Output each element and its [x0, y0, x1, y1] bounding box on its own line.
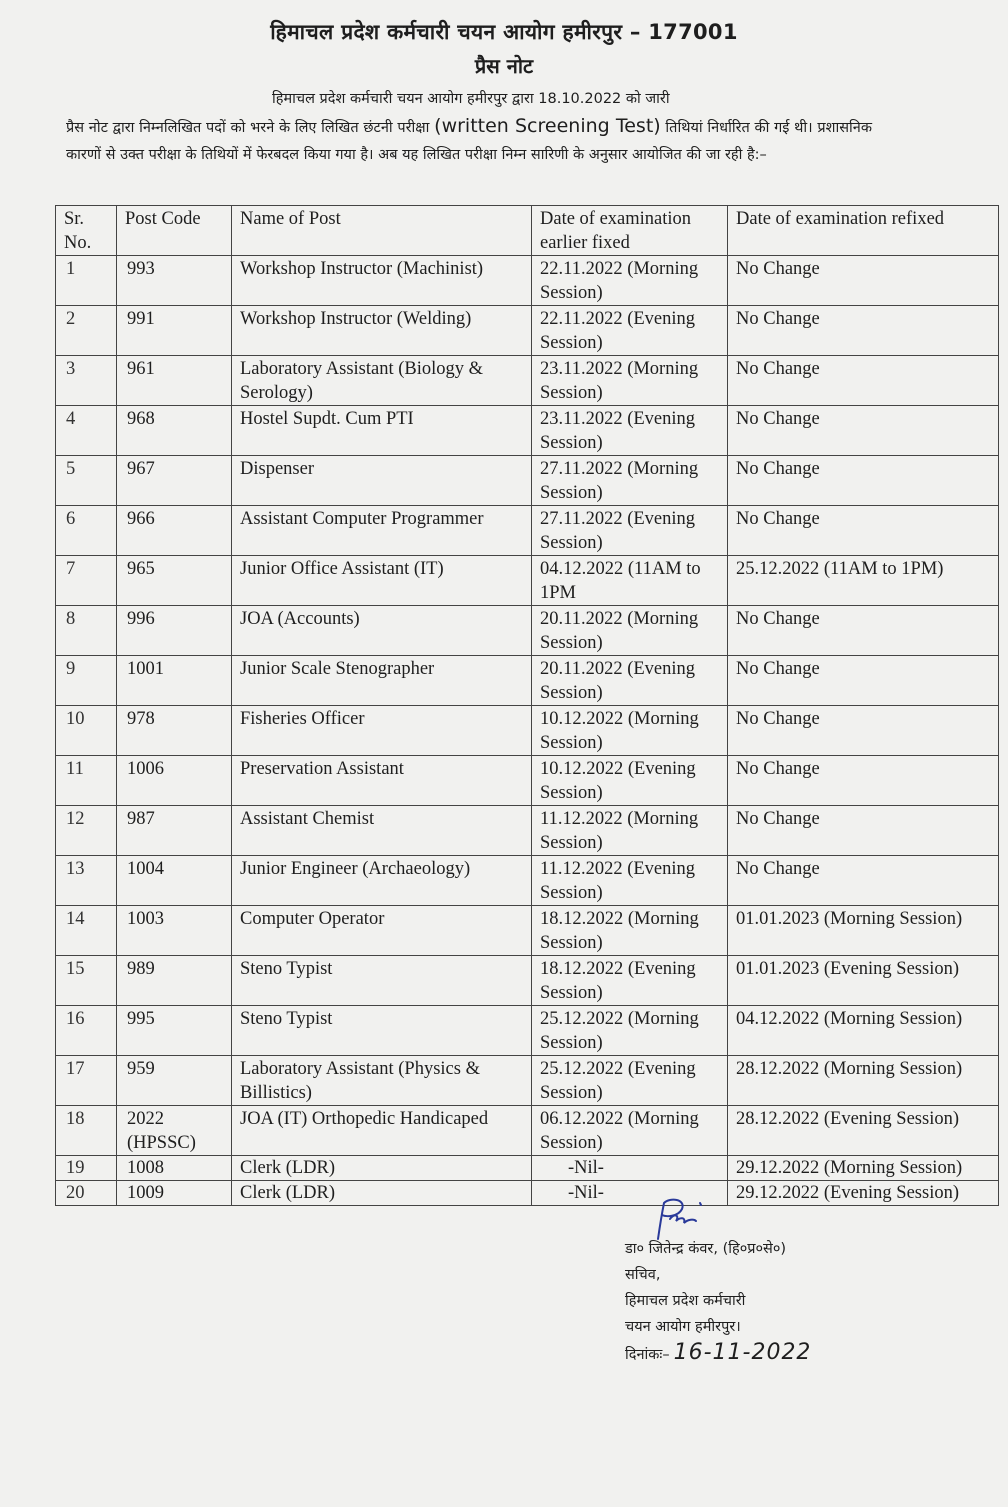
intro-paragraph	[66, 86, 872, 169]
post-name-cell: Assistant Computer Programmer	[232, 506, 532, 556]
earlier-date-cell: 20.11.2022 (Morning Session)	[532, 606, 728, 656]
post-code-cell: 996	[117, 606, 232, 656]
post-code-cell: 961	[117, 356, 232, 406]
refixed-date-cell: No Change	[728, 606, 999, 656]
intro-test-name: (written Screening Test)	[434, 115, 661, 137]
table-row	[56, 906, 999, 956]
earlier-date-cell: 04.12.2022 (11AM to 1PM	[532, 556, 728, 606]
post-code-cell: 991	[117, 306, 232, 356]
earlier-date-cell: 23.11.2022 (Morning Session)	[532, 356, 728, 406]
post-name-cell: Steno Typist	[232, 956, 532, 1006]
col-header-post-code: Post Code	[117, 206, 232, 256]
sr-cell: 9	[56, 656, 117, 706]
table-row	[56, 356, 999, 406]
post-name-cell: Preservation Assistant	[232, 756, 532, 806]
earlier-date-cell: 22.11.2022 (Morning Session)	[532, 256, 728, 306]
post-code-cell: 989	[117, 956, 232, 1006]
refixed-date-cell: 25.12.2022 (11AM to 1PM)	[728, 556, 999, 606]
sr-cell: 20	[56, 1181, 117, 1206]
post-name-cell: Clerk (LDR)	[232, 1156, 532, 1181]
post-name-cell: Junior Office Assistant (IT)	[232, 556, 532, 606]
refixed-date-cell: No Change	[728, 856, 999, 906]
earlier-date-cell: 06.12.2022 (Morning Session)	[532, 1106, 728, 1156]
post-code-cell: 1006	[117, 756, 232, 806]
signatory-designation: सचिव,	[625, 1267, 661, 1283]
sr-cell: 11	[56, 756, 117, 806]
post-name-cell: Junior Scale Stenographer	[232, 656, 532, 706]
refixed-date-cell: No Change	[728, 456, 999, 506]
page-title: हिमाचल प्रदेश कर्मचारी चयन आयोग हमीरपुर – 177001	[270, 20, 738, 44]
refixed-date-cell: No Change	[728, 656, 999, 706]
post-name-cell: Fisheries Officer	[232, 706, 532, 756]
sr-cell: 18	[56, 1106, 117, 1156]
earlier-date-cell: 11.12.2022 (Morning Session)	[532, 806, 728, 856]
sr-cell: 5	[56, 456, 117, 506]
refixed-date-cell: 01.01.2023 (Morning Session)	[728, 906, 999, 956]
refixed-date-cell: 28.12.2022 (Evening Session)	[728, 1106, 999, 1156]
signatory-org-line-2: चयन आयोग हमीरपुर।	[625, 1319, 741, 1335]
post-name-cell: Laboratory Assistant (Biology & Serology)	[232, 356, 532, 406]
earlier-date-cell: 27.11.2022 (Evening Session)	[532, 506, 728, 556]
table-row	[56, 1006, 999, 1056]
refixed-date-cell: 29.12.2022 (Evening Session)	[728, 1181, 999, 1206]
sr-cell: 1	[56, 256, 117, 306]
post-code-cell: 993	[117, 256, 232, 306]
table-row	[56, 706, 999, 756]
earlier-date-cell: -Nil-	[532, 1156, 728, 1181]
post-name-cell: Dispenser	[232, 456, 532, 506]
post-name-cell: Workshop Instructor (Welding)	[232, 306, 532, 356]
post-code-cell: 968	[117, 406, 232, 456]
earlier-date-cell: 25.12.2022 (Evening Session)	[532, 1056, 728, 1106]
post-code-cell: 1003	[117, 906, 232, 956]
refixed-date-cell: 28.12.2022 (Morning Session)	[728, 1056, 999, 1106]
exam-schedule-table	[55, 205, 999, 1206]
post-code-cell: 1004	[117, 856, 232, 906]
sr-cell: 13	[56, 856, 117, 906]
earlier-date-cell: -Nil-	[532, 1181, 728, 1206]
refixed-date-cell: No Change	[728, 706, 999, 756]
table-row	[56, 756, 999, 806]
post-name-cell: Hostel Supdt. Cum PTI	[232, 406, 532, 456]
post-code-cell: 967	[117, 456, 232, 506]
post-code-cell: 965	[117, 556, 232, 606]
post-code-cell: 966	[117, 506, 232, 556]
refixed-date-cell: No Change	[728, 806, 999, 856]
earlier-date-cell: 18.12.2022 (Morning Session)	[532, 906, 728, 956]
signature-block	[625, 1236, 811, 1368]
earlier-date-cell: 10.12.2022 (Evening Session)	[532, 756, 728, 806]
table-row	[56, 656, 999, 706]
earlier-date-cell: 22.11.2022 (Evening Session)	[532, 306, 728, 356]
earlier-date-cell: 10.12.2022 (Morning Session)	[532, 706, 728, 756]
earlier-date-cell: 20.11.2022 (Evening Session)	[532, 656, 728, 706]
intro-line-3: तिथियां निर्धारित की गई थी। प्रशासनिक कारणों से उक्त परीक्षा के तिथियों में फेरबदल किया गया है। अब यह लिखित परीक्षा निम्न सारिणी के अनुसार आयोजित की जा रही है:–	[66, 120, 872, 163]
sr-cell: 14	[56, 906, 117, 956]
table-row	[56, 606, 999, 656]
refixed-date-cell: 29.12.2022 (Morning Session)	[728, 1156, 999, 1181]
col-header-earlier-date: Date of examination earlier fixed	[532, 206, 728, 256]
press-note-heading: प्रैस नोट	[474, 54, 534, 78]
post-code-cell: 995	[117, 1006, 232, 1056]
post-code-cell: 2022 (HPSSC)	[117, 1106, 232, 1156]
table-row	[56, 256, 999, 306]
post-name-cell: Clerk (LDR)	[232, 1181, 532, 1206]
sr-cell: 16	[56, 1006, 117, 1056]
refixed-date-cell: No Change	[728, 756, 999, 806]
earlier-date-cell: 27.11.2022 (Morning Session)	[532, 456, 728, 506]
sr-cell: 17	[56, 1056, 117, 1106]
table-header-row	[56, 206, 999, 256]
signatory-org-line-1: हिमाचल प्रदेश कर्मचारी	[625, 1293, 746, 1309]
post-name-cell: Workshop Instructor (Machinist)	[232, 256, 532, 306]
earlier-date-cell: 25.12.2022 (Morning Session)	[532, 1006, 728, 1056]
date-value: 16-11-2022	[673, 1340, 812, 1365]
refixed-date-cell: 04.12.2022 (Morning Session)	[728, 1006, 999, 1056]
col-header-sr: Sr. No.	[56, 206, 117, 256]
post-code-cell: 978	[117, 706, 232, 756]
sr-cell: 15	[56, 956, 117, 1006]
sr-cell: 8	[56, 606, 117, 656]
post-code-cell: 959	[117, 1056, 232, 1106]
table-row	[56, 1181, 999, 1206]
post-name-cell: Laboratory Assistant (Physics & Billistics)	[232, 1056, 532, 1106]
table-row	[56, 556, 999, 606]
sr-cell: 12	[56, 806, 117, 856]
table-row	[56, 1056, 999, 1106]
earlier-date-cell: 18.12.2022 (Evening Session)	[532, 956, 728, 1006]
table-row	[56, 1106, 999, 1156]
signature-date	[625, 1340, 811, 1368]
refixed-date-cell: 01.01.2023 (Evening Session)	[728, 956, 999, 1006]
sr-cell: 6	[56, 506, 117, 556]
sr-cell: 4	[56, 406, 117, 456]
post-name-cell: Steno Typist	[232, 1006, 532, 1056]
table-row	[56, 406, 999, 456]
refixed-date-cell: No Change	[728, 506, 999, 556]
col-header-name-of-post: Name of Post	[232, 206, 532, 256]
post-name-cell: Computer Operator	[232, 906, 532, 956]
sr-cell: 19	[56, 1156, 117, 1181]
sr-cell: 3	[56, 356, 117, 406]
table-row	[56, 306, 999, 356]
intro-line-2: प्रैस नोट द्वारा निम्नलिखित पदों को भरने के लिए लिखित छंटनी परीक्षा	[66, 120, 435, 136]
date-label: दिनांकः–	[625, 1347, 670, 1363]
post-code-cell: 1009	[117, 1181, 232, 1206]
sr-cell: 2	[56, 306, 117, 356]
post-name-cell: Junior Engineer (Archaeology)	[232, 856, 532, 906]
post-code-cell: 987	[117, 806, 232, 856]
table-row	[56, 956, 999, 1006]
post-name-cell: Assistant Chemist	[232, 806, 532, 856]
table-row	[56, 456, 999, 506]
post-name-cell: JOA (Accounts)	[232, 606, 532, 656]
sr-cell: 7	[56, 556, 117, 606]
sr-cell: 10	[56, 706, 117, 756]
earlier-date-cell: 11.12.2022 (Evening Session)	[532, 856, 728, 906]
intro-line-1: हिमाचल प्रदेश कर्मचारी चयन आयोग हमीरपुर द्वारा 18.10.2022 को जारी	[272, 91, 670, 107]
table-row	[56, 806, 999, 856]
refixed-date-cell: No Change	[728, 356, 999, 406]
refixed-date-cell: No Change	[728, 256, 999, 306]
refixed-date-cell: No Change	[728, 306, 999, 356]
post-name-cell: JOA (IT) Orthopedic Handicaped	[232, 1106, 532, 1156]
post-code-cell: 1001	[117, 656, 232, 706]
table-row	[56, 506, 999, 556]
earlier-date-cell: 23.11.2022 (Evening Session)	[532, 406, 728, 456]
post-code-cell: 1008	[117, 1156, 232, 1181]
col-header-refixed-date: Date of examination refixed	[728, 206, 999, 256]
table-row	[56, 856, 999, 906]
signatory-name: डा० जितेन्द्र कंवर, (हि०प्र०से०)	[625, 1241, 787, 1257]
table-row	[56, 1156, 999, 1181]
refixed-date-cell: No Change	[728, 406, 999, 456]
